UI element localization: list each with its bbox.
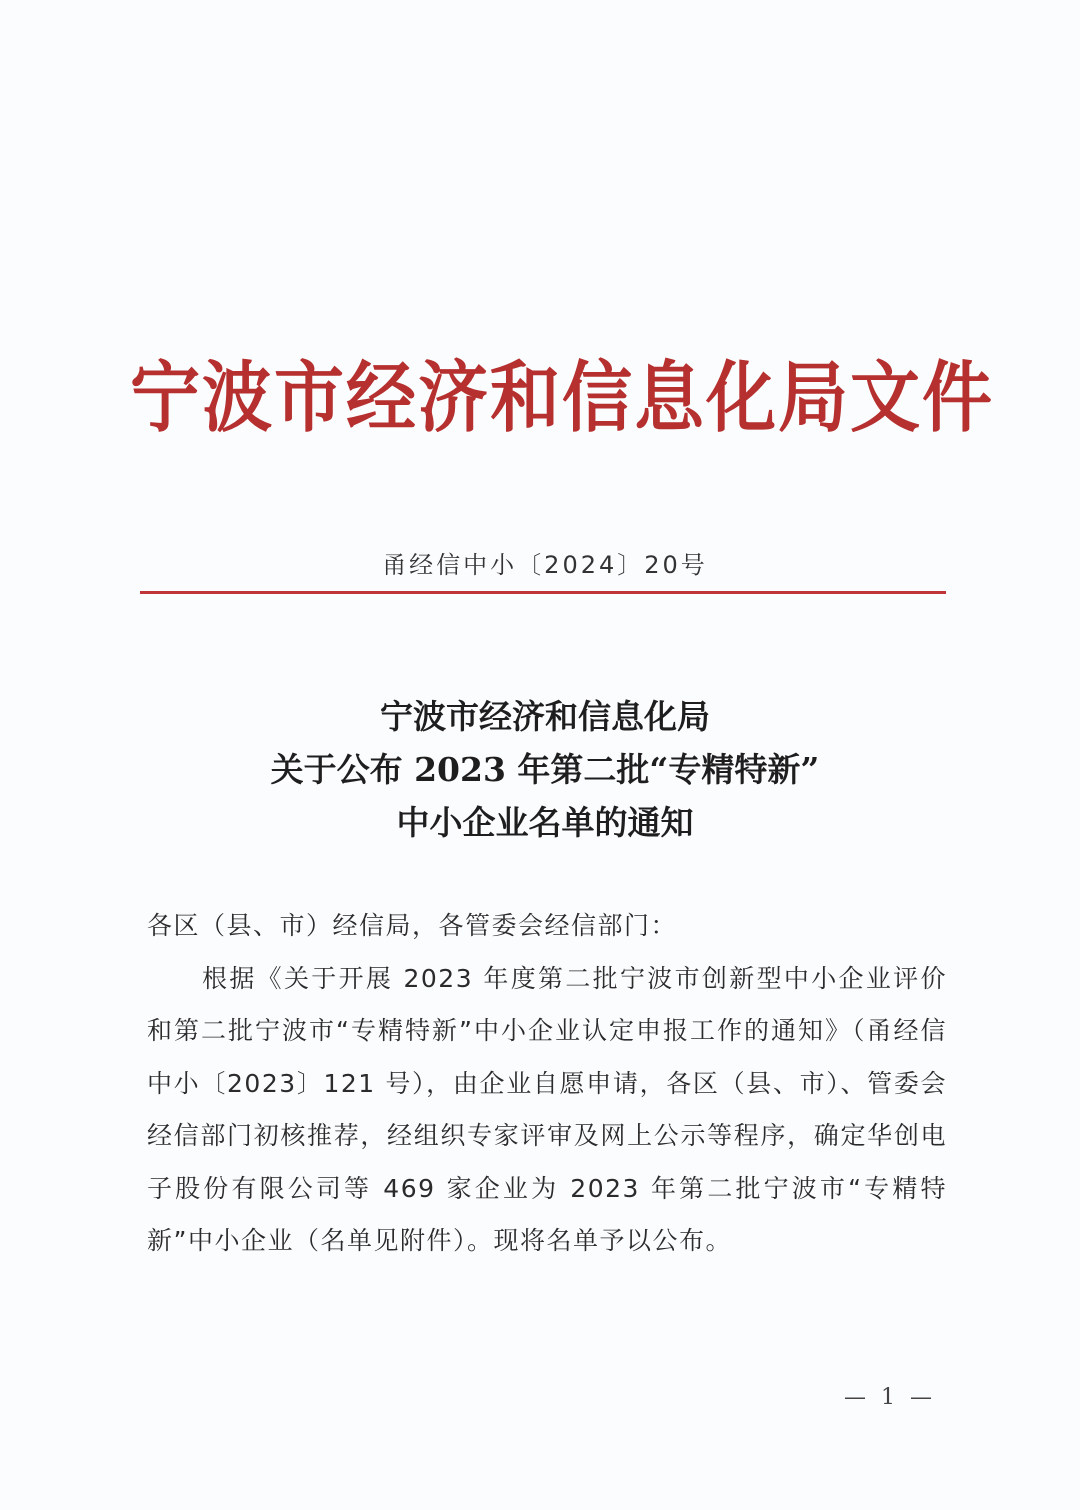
notice-body bbox=[147, 900, 947, 1268]
notice-title bbox=[140, 690, 950, 849]
issuer-header-title: 宁波市经济和信息化局文件 bbox=[130, 351, 994, 444]
notice-title-line-2: 关于公布 2023 年第二批“专精特新” bbox=[270, 750, 820, 789]
red-divider-line bbox=[140, 591, 946, 594]
body-paragraph: 根据《关于开展 2023 年度第二批宁波市创新型中小企业评价和第二批宁波市“专精特新”中小企业认定申报工作的通知》（甬经信中小〔2023〕121 号），由企业自愿申请，各区（县、市）、管委会经信部门初核推荐，经组织专家评审及网上公示等程序，确定华创电子股份有限公司等 469 家企业为 2023 年第二批宁波市“专精特新”中小企业（名单见附件）。现将名单予以公布。 bbox=[147, 963, 947, 1255]
notice-title-line-1: 宁波市经济和信息化局 bbox=[380, 697, 710, 736]
page-number: — 1 — bbox=[844, 1385, 936, 1410]
document-number: 甬经信中小〔2024〕20号 bbox=[382, 551, 708, 579]
salutation: 各区（县、市）经信局，各管委会经信部门： bbox=[147, 911, 678, 940]
notice-title-line-3: 中小企业名单的通知 bbox=[396, 803, 694, 842]
